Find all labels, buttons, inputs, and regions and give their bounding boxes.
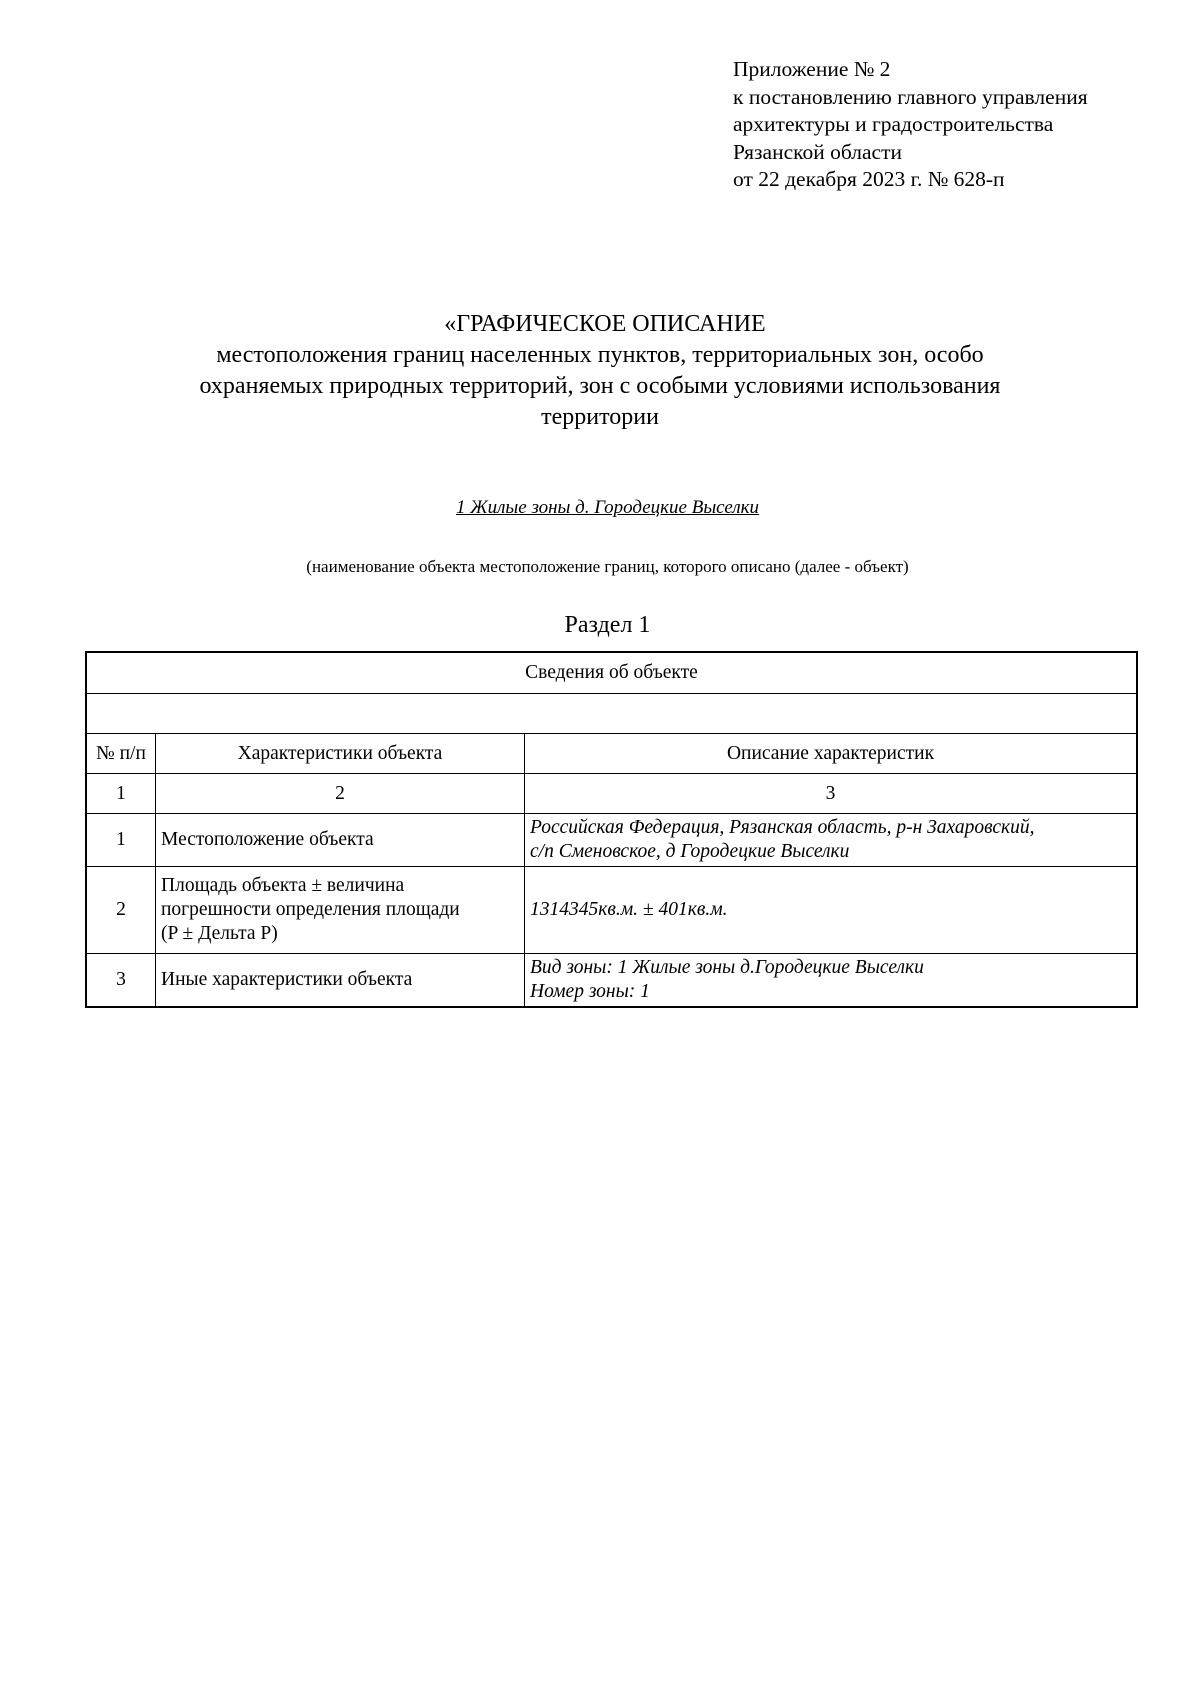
description-line: Вид зоны: 1 Жилые зоны д.Городецкие Выселки [530,957,924,978]
table-empty-cell [86,694,1137,734]
object-info-table [85,651,1138,1008]
title-line: «ГРАФИЧЕСКОЕ ОПИСАНИЕ [444,311,766,337]
characteristic-line: погрешности определения площади [161,899,460,920]
row-characteristic: Иные характеристики объекта [156,954,525,1008]
column-number: 3 [525,774,1138,814]
row-description [525,954,1138,1008]
section-title: Раздел 1 [564,612,651,638]
column-header: Описание характеристик [525,734,1138,774]
table-header-row [86,652,1137,694]
row-description [525,814,1138,867]
object-name [0,497,1200,519]
table-empty-row [86,694,1137,734]
object-name-text: 1 Жилые зоны д. Городецкие Выселки [455,497,760,518]
row-number: 2 [86,867,156,954]
row-number: 1 [86,814,156,867]
description-line: Российская Федерация, Рязанская область, р-н Захаровский, [530,817,1035,838]
title-line: территории [541,404,659,430]
characteristic-line: Площадь объекта ± величина [161,875,405,896]
appendix-block [733,56,1088,194]
description-line: с/п Сменовское, д Городецкие Выселки [530,841,850,862]
row-characteristic: Местоположение объекта [156,814,525,867]
appendix-line: Рязанской области [733,139,902,164]
column-number: 1 [86,774,156,814]
row-description: 1314345кв.м. ± 401кв.м. [525,867,1138,954]
row-characteristic [156,867,525,954]
column-header: № п/п [86,734,156,774]
appendix-line: Приложение № 2 [733,57,891,81]
row-number: 3 [86,954,156,1008]
table-row [86,867,1137,954]
title-line: охраняемых природных территорий, зон с особыми условиями использования [199,373,1001,399]
table-row [86,954,1137,1008]
table-row [86,814,1137,867]
document-title [0,309,1200,433]
description-line: Номер зоны: 1 [530,981,650,1002]
table-column-header-row [86,734,1137,774]
characteristic-line: (P ± Дельта P) [161,923,278,944]
appendix-line: к постановлению главного управления [733,84,1088,109]
title-line: местоположения границ населенных пунктов, территориальных зон, особо [216,342,984,368]
table-column-number-row [86,774,1137,814]
column-header: Характеристики объекта [156,734,525,774]
appendix-line: архитектуры и градостроительства [733,112,1054,136]
object-caption: (наименование объекта местоположение границ, которого описано (далее - объект) [306,557,909,576]
column-number: 2 [156,774,525,814]
appendix-line: от 22 декабря 2023 г. № 628-п [733,167,1005,191]
table-header: Сведения об объекте [86,652,1137,694]
